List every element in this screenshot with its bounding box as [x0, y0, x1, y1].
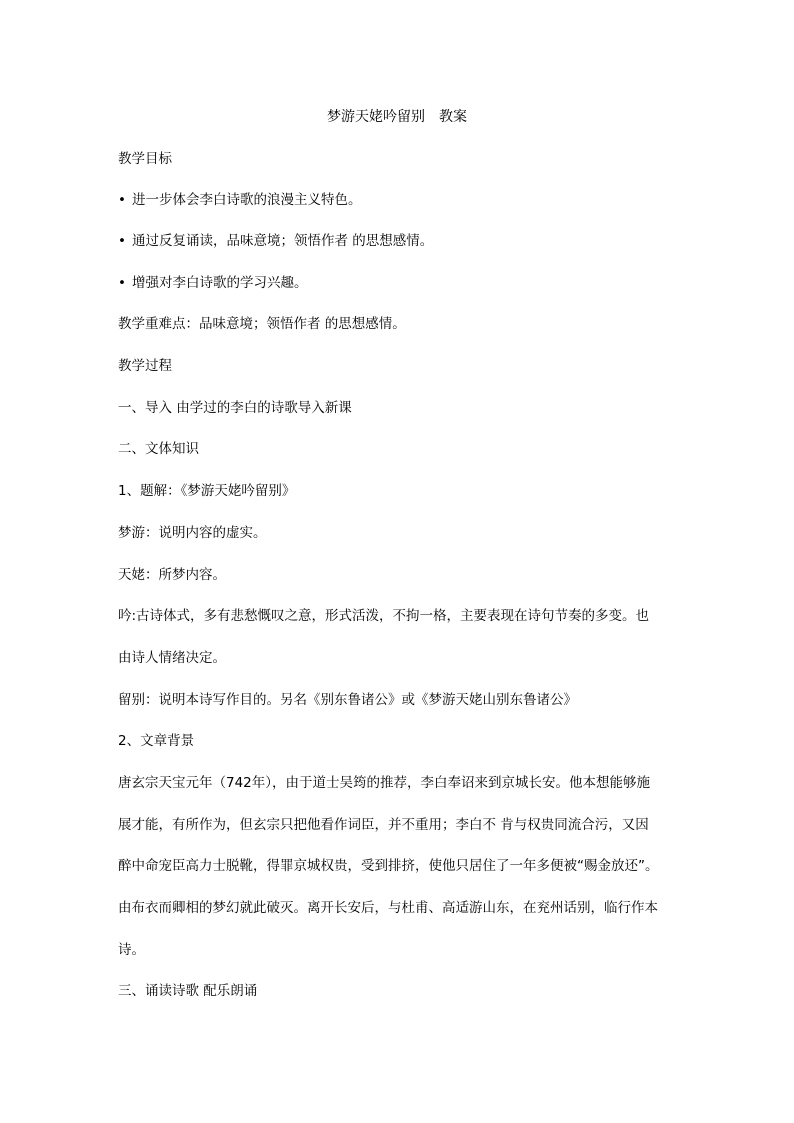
objectives-heading: 教学目标 [118, 151, 172, 167]
yin-paragraph-line: 由诗人情绪决定。 [118, 650, 226, 666]
objective-item [118, 231, 433, 251]
item-1-heading: 1、题解：《梦游天姥吟留别》 [118, 483, 296, 499]
objective-text: 进一步体会李白诗歌的浪漫主义特色。 [132, 192, 362, 208]
objective-text: 增强对李白诗歌的学习兴趣。 [132, 275, 308, 291]
section-1-heading: 一、导入 由学过的李白的诗歌导入新课 [118, 400, 352, 416]
objective-text: 通过反复诵读，品味意境；领悟作者 的思想感情。 [132, 233, 434, 249]
liubie-paragraph: 留别：说明本诗写作目的。另名《别东鲁诸公》或《梦游天姥山别东鲁诸公》 [118, 692, 577, 708]
process-heading: 教学过程 [118, 358, 172, 374]
section-2-heading: 二、文体知识 [118, 441, 199, 457]
background-paragraph-line: 唐玄宗天宝元年（742年），由于道士吴筠的推荐，李白奉诏来到京城长安。他本想能够施 [118, 775, 651, 791]
document-title: 梦游天姥吟留别 教案 [327, 109, 467, 125]
bullet-icon: • [118, 192, 126, 208]
mengyou-paragraph: 梦游：说明内容的虚实。 [118, 525, 267, 541]
tianmu-paragraph: 天姥：所梦内容。 [118, 567, 226, 583]
background-paragraph-line: 醉中命宠臣高力士脱靴，得罪京城权贵，受到排挤，使他只居住了一年多便被“赐金放还”。 [118, 858, 659, 874]
yin-paragraph-line: 吟:古诗体式，多有悲愁慨叹之意，形式活泼，不拘一格，主要表现在诗句节奏的多变。也 [118, 608, 650, 624]
key-points: 教学重难点：品味意境；领悟作者 的思想感情。 [118, 316, 406, 332]
bullet-icon: • [118, 275, 126, 291]
background-paragraph-line: 诗。 [118, 942, 145, 958]
section-3-heading: 三、诵读诗歌 配乐朗诵 [118, 983, 258, 999]
item-2-heading: 2、文章背景 [118, 733, 195, 749]
background-paragraph-line: 由布衣而卿相的梦幻就此破灭。离开长安后，与杜甫、高适游山东，在兖州话别，临行作本 [118, 900, 658, 916]
background-paragraph-line: 展才能，有所作为，但玄宗只把他看作词臣，并不重用；李白不 肯与权贵同流合污，又因 [118, 817, 649, 833]
bullet-icon: • [118, 233, 126, 249]
objective-item [118, 273, 308, 293]
objective-item [118, 190, 362, 210]
